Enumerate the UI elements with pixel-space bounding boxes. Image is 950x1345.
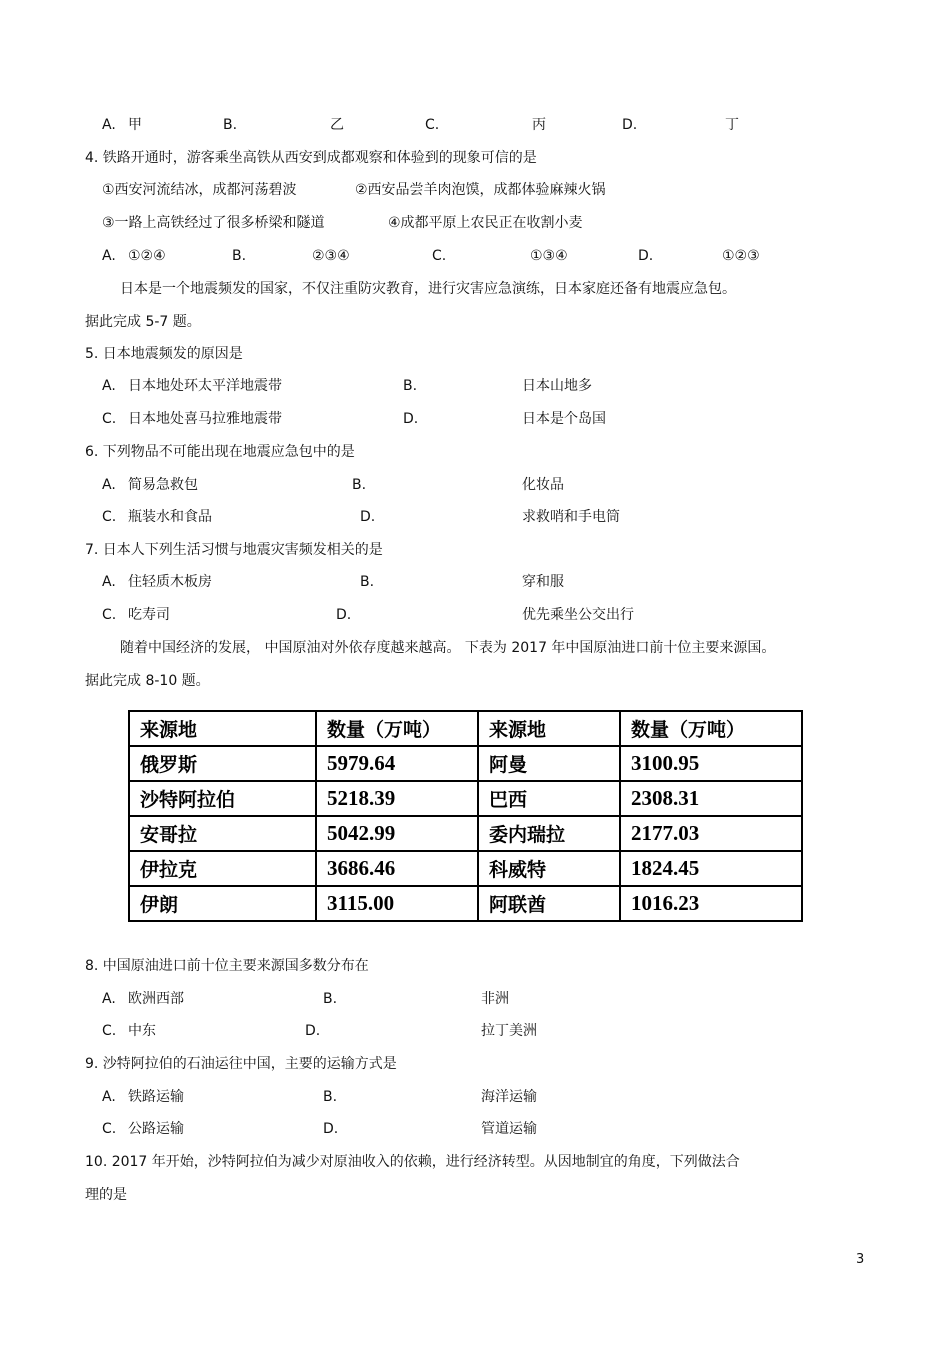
q4-option-d-letter: D. [638, 248, 654, 264]
q9-stem: 9. 沙特阿拉伯的石油运往中国，主要的运输方式是 [85, 1056, 397, 1072]
table-cell-source: 安哥拉 [129, 816, 316, 851]
table-cell-amount: 1824.45 [620, 851, 802, 886]
table-cell-source: 伊拉克 [129, 851, 316, 886]
q7-option-a-letter: A. [102, 574, 116, 590]
passage-oil-line2: 据此完成 8-10 题。 [85, 673, 210, 689]
q4-item-4: ④成都平原上农民正在收割小麦 [388, 215, 583, 231]
q6-option-b-text: 化妆品 [522, 477, 564, 493]
table-cell-source: 巴西 [478, 781, 620, 816]
q4-option-b-letter: B. [232, 248, 247, 264]
q6-option-d-letter: D. [360, 509, 376, 525]
q7-option-c-text: 吃寿司 [128, 607, 170, 623]
q7-option-b-letter: B. [360, 574, 375, 590]
q6-option-d-text: 求救哨和手电筒 [522, 509, 620, 525]
q8-option-d-letter: D. [305, 1023, 321, 1039]
q9-option-a-letter: A. [102, 1089, 116, 1105]
q7-option-d-letter: D. [336, 607, 352, 623]
q3-option-c-letter: C. [425, 117, 440, 133]
table-cell-source: 沙特阿拉伯 [129, 781, 316, 816]
q8-option-b-text: 非洲 [481, 991, 509, 1007]
table-header-cell: 来源地 [129, 711, 316, 746]
q9-option-d-letter: D. [323, 1121, 339, 1137]
page-number: 3 [856, 1252, 865, 1267]
q8-option-c-text: 中东 [128, 1023, 156, 1039]
q4-option-a-text: ①②④ [128, 248, 166, 264]
q5-option-c-letter: C. [102, 411, 117, 427]
table-cell-source: 委内瑞拉 [478, 816, 620, 851]
q4-item-1: ①西安河流结冰，成都河荡碧波 [102, 182, 297, 198]
q5-option-a-text: 日本地处环太平洋地震带 [128, 378, 282, 394]
table-row [129, 851, 802, 886]
table-cell-amount: 3115.00 [316, 886, 478, 921]
q3-option-a-letter: A. [102, 117, 116, 133]
q9-option-b-letter: B. [323, 1089, 338, 1105]
table-cell-amount: 2177.03 [620, 816, 802, 851]
table-cell-amount: 3100.95 [620, 746, 802, 781]
passage-oil-line1: 随着中国经济的发展， 中国原油对外依存度越来越高。 下表为 2017 年中国原油进口前十位主要来源国。 [120, 640, 776, 656]
q4-stem: 4. 铁路开通时，游客乘坐高铁从西安到成都观察和体验到的现象可信的是 [85, 150, 537, 166]
table-cell-source: 科威特 [478, 851, 620, 886]
q3-option-d-letter: D. [622, 117, 638, 133]
q7-option-d-text: 优先乘坐公交出行 [522, 607, 634, 623]
table-cell-source: 阿联酋 [478, 886, 620, 921]
q6-option-b-letter: B. [352, 477, 367, 493]
table-cell-source: 俄罗斯 [129, 746, 316, 781]
table-row [129, 816, 802, 851]
q5-option-b-text: 日本山地多 [522, 378, 592, 394]
q5-option-c-text: 日本地处喜马拉雅地震带 [128, 411, 282, 427]
table-row [129, 886, 802, 921]
q4-item-2: ②西安品尝羊肉泡馍，成都体验麻辣火锅 [355, 182, 606, 198]
table-cell-amount: 3686.46 [316, 851, 478, 886]
table-cell-amount: 2308.31 [620, 781, 802, 816]
q4-option-a-letter: A. [102, 248, 116, 264]
q7-stem: 7. 日本人下列生活习惯与地震灾害频发相关的是 [85, 542, 383, 558]
table-row [129, 781, 802, 816]
q5-stem: 5. 日本地震频发的原因是 [85, 346, 243, 362]
q9-option-d-text: 管道运输 [481, 1121, 537, 1137]
table-header-row [129, 711, 802, 746]
q4-option-c-text: ①③④ [530, 248, 568, 264]
q4-item-3: ③一路上高铁经过了很多桥梁和隧道 [102, 215, 325, 231]
q8-option-c-letter: C. [102, 1023, 117, 1039]
q8-option-a-letter: A. [102, 991, 116, 1007]
q6-stem: 6. 下列物品不可能出现在地震应急包中的是 [85, 444, 355, 460]
q7-option-a-text: 住轻质木板房 [128, 574, 212, 590]
q8-option-a-text: 欧洲西部 [128, 991, 184, 1007]
q10-stem-line2: 理的是 [85, 1187, 127, 1203]
q8-stem: 8. 中国原油进口前十位主要来源国多数分布在 [85, 958, 369, 974]
q3-option-c-text: 丙 [532, 117, 546, 133]
table-cell-amount: 5042.99 [316, 816, 478, 851]
q4-option-b-text: ②③④ [312, 248, 350, 264]
table-header-cell: 来源地 [478, 711, 620, 746]
q3-option-d-text: 丁 [725, 117, 739, 133]
q4-option-d-text: ①②③ [722, 248, 760, 264]
q3-option-b-text: 乙 [330, 117, 344, 133]
passage-japan-line1: 日本是一个地震频发的国家，不仅注重防灾教育，进行灾害应急演练，日本家庭还备有地震应急包。 [120, 281, 736, 297]
table-header-cell: 数量（万吨） [316, 711, 478, 746]
q6-option-c-letter: C. [102, 509, 117, 525]
q5-option-d-letter: D. [403, 411, 419, 427]
q6-option-a-text: 简易急救包 [128, 477, 198, 493]
q9-option-b-text: 海洋运输 [481, 1089, 537, 1105]
q8-option-d-text: 拉丁美洲 [481, 1023, 537, 1039]
table-cell-amount: 1016.23 [620, 886, 802, 921]
q7-option-c-letter: C. [102, 607, 117, 623]
table-row [129, 746, 802, 781]
q8-option-b-letter: B. [323, 991, 338, 1007]
table-header-cell: 数量（万吨） [620, 711, 802, 746]
table-cell-source: 阿曼 [478, 746, 620, 781]
q3-option-a-text: 甲 [128, 117, 142, 133]
q6-option-a-letter: A. [102, 477, 116, 493]
q5-option-b-letter: B. [403, 378, 418, 394]
oil-source-table [128, 710, 803, 922]
q6-option-c-text: 瓶装水和食品 [128, 509, 212, 525]
q9-option-c-letter: C. [102, 1121, 117, 1137]
passage-japan-line2: 据此完成 5-7 题。 [85, 314, 201, 330]
table-cell-source: 伊朗 [129, 886, 316, 921]
table-cell-amount: 5218.39 [316, 781, 478, 816]
table-cell-amount: 5979.64 [316, 746, 478, 781]
q9-option-c-text: 公路运输 [128, 1121, 184, 1137]
q5-option-a-letter: A. [102, 378, 116, 394]
q3-option-b-letter: B. [223, 117, 238, 133]
q10-stem-line1: 10. 2017 年开始，沙特阿拉伯为减少对原油收入的依赖，进行经济转型。从因地制宜的角度，下列做法合 [85, 1154, 740, 1170]
q9-option-a-text: 铁路运输 [128, 1089, 184, 1105]
q5-option-d-text: 日本是个岛国 [522, 411, 606, 427]
q4-option-c-letter: C. [432, 248, 447, 264]
q7-option-b-text: 穿和服 [522, 574, 564, 590]
